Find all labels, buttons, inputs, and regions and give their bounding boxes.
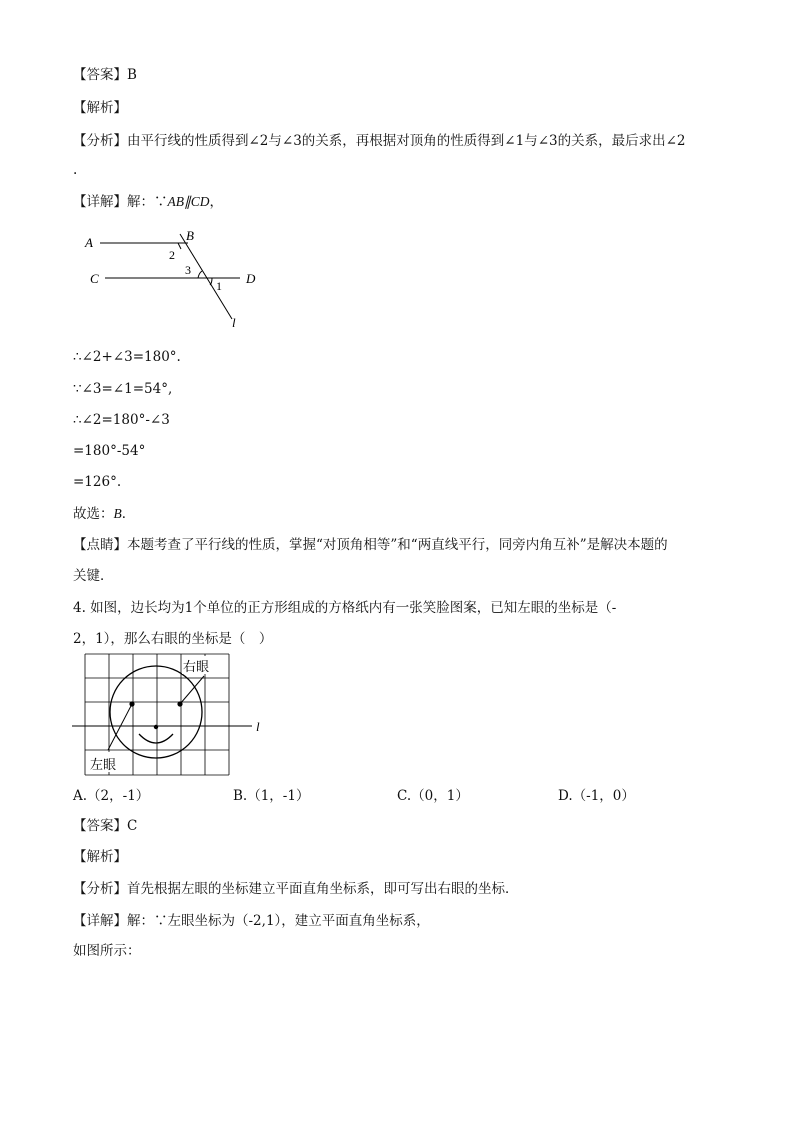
q4-answer-line [73,817,137,835]
fenxi-text: 由平行线的性质得到∠2与∠3的关系，再根据对顶角的性质得到∠1与∠3的关系，最后求出∠2 [127,133,686,149]
option-b[interactable] [233,787,309,805]
label-b: B [186,228,194,243]
angle-1-arc [210,278,212,285]
q4-answer-tag: 【答案】 [73,818,127,834]
step-line-2: ∵∠3=∠1=54°, [73,381,173,397]
angle-3-arc [198,271,202,278]
q4-xiangjie-line [73,912,430,930]
dianjing-tag: 【点睛】 [73,537,127,553]
q3-fenxi-line [73,132,686,150]
step-line-4: =180°-54° [73,443,146,459]
label-l: l [232,315,236,330]
option-b-letter: B. [233,788,248,804]
option-d[interactable] [558,787,635,805]
left-eye-label: 左眼 [90,757,117,772]
right-eye-label: 右眼 [183,659,210,674]
q4-fenxi-tag: 【分析】 [73,881,127,897]
fenxi-tag: 【分析】 [73,133,127,149]
option-a-letter: A. [73,788,88,804]
step-line-3: ∴∠2=180°-∠3 [73,412,170,428]
dianjing-text: 本题考查了平行线的性质，掌握“对顶角相等”和“两直线平行，同旁内角互补”是解决本题的 [127,537,668,553]
label-angle-2: 2 [169,248,175,262]
label-d: D [246,271,256,286]
nose-dot [154,725,158,729]
xiangjie-math: AB∥CD [167,194,210,209]
axis-label-l: l [256,719,260,734]
answer-value: B [127,67,137,83]
option-d-text: （-1，0） [572,788,635,804]
label-a: A [85,235,93,250]
q4-fenxi-line [73,880,519,898]
option-a-text: （2，-1） [87,788,150,804]
angle-2-arc [178,243,181,249]
answer-tag: 【答案】 [73,67,127,83]
step-line-5: =126°. [73,474,122,490]
smiley-grid-figure [70,652,270,778]
label-angle-1: 1 [216,279,222,293]
choose-prefix: 故选： [73,506,114,522]
option-b-text: （1，-1） [247,788,310,804]
q4-stem-line-2: 2，1），那么右眼的坐标是（ ） [73,631,273,647]
q4-xiangjie-tag: 【详解】 [73,913,127,929]
choose-value: B [113,506,122,521]
xiangjie-tag: 【详解】 [73,194,127,210]
choose-end: ． [121,506,136,522]
option-c-letter: C. [397,788,412,804]
left-eye-pointer [108,704,132,750]
smile-arc [139,734,173,743]
xiangjie-end: ， [209,194,223,210]
option-d-letter: D. [558,788,573,804]
q3-fenxi-cont: . [73,162,78,178]
q4-answer-value: C [127,818,138,834]
q4-analysis-heading: 【解析】 [73,849,127,865]
q4-fenxi-text: 首先根据左眼的坐标建立平面直角坐标系，即可写出右眼的坐标． [127,881,519,897]
option-a[interactable] [73,787,149,805]
q3-dianjing-line [73,536,668,554]
parallel-lines-figure [80,226,270,334]
q4-figure-intro: 如图所示： [73,943,141,959]
step-line-1: ∴∠2+∠3=180°. [73,349,181,365]
q3-choose-line [73,505,135,523]
q3-xiangjie-line [73,193,223,211]
option-c-text: （0，1） [411,788,469,804]
xiangjie-text: 解：∵ [127,194,168,210]
q3-analysis-heading: 【解析】 [73,100,127,116]
q3-answer-line [73,66,137,84]
face-circle [110,666,202,758]
q4-xiangjie-text: 解：∵左眼坐标为（-2,1），建立平面直角坐标系， [127,913,430,929]
q3-dianjing-cont: 关键． [73,568,114,584]
option-c[interactable] [397,787,469,805]
label-c: C [90,271,99,286]
q4-stem-line-1: 4. 如图，边长均为1个单位的正方形组成的方格纸内有一张笑脸图案，已知左眼的坐标是（- [73,600,617,616]
label-angle-3: 3 [185,263,191,277]
